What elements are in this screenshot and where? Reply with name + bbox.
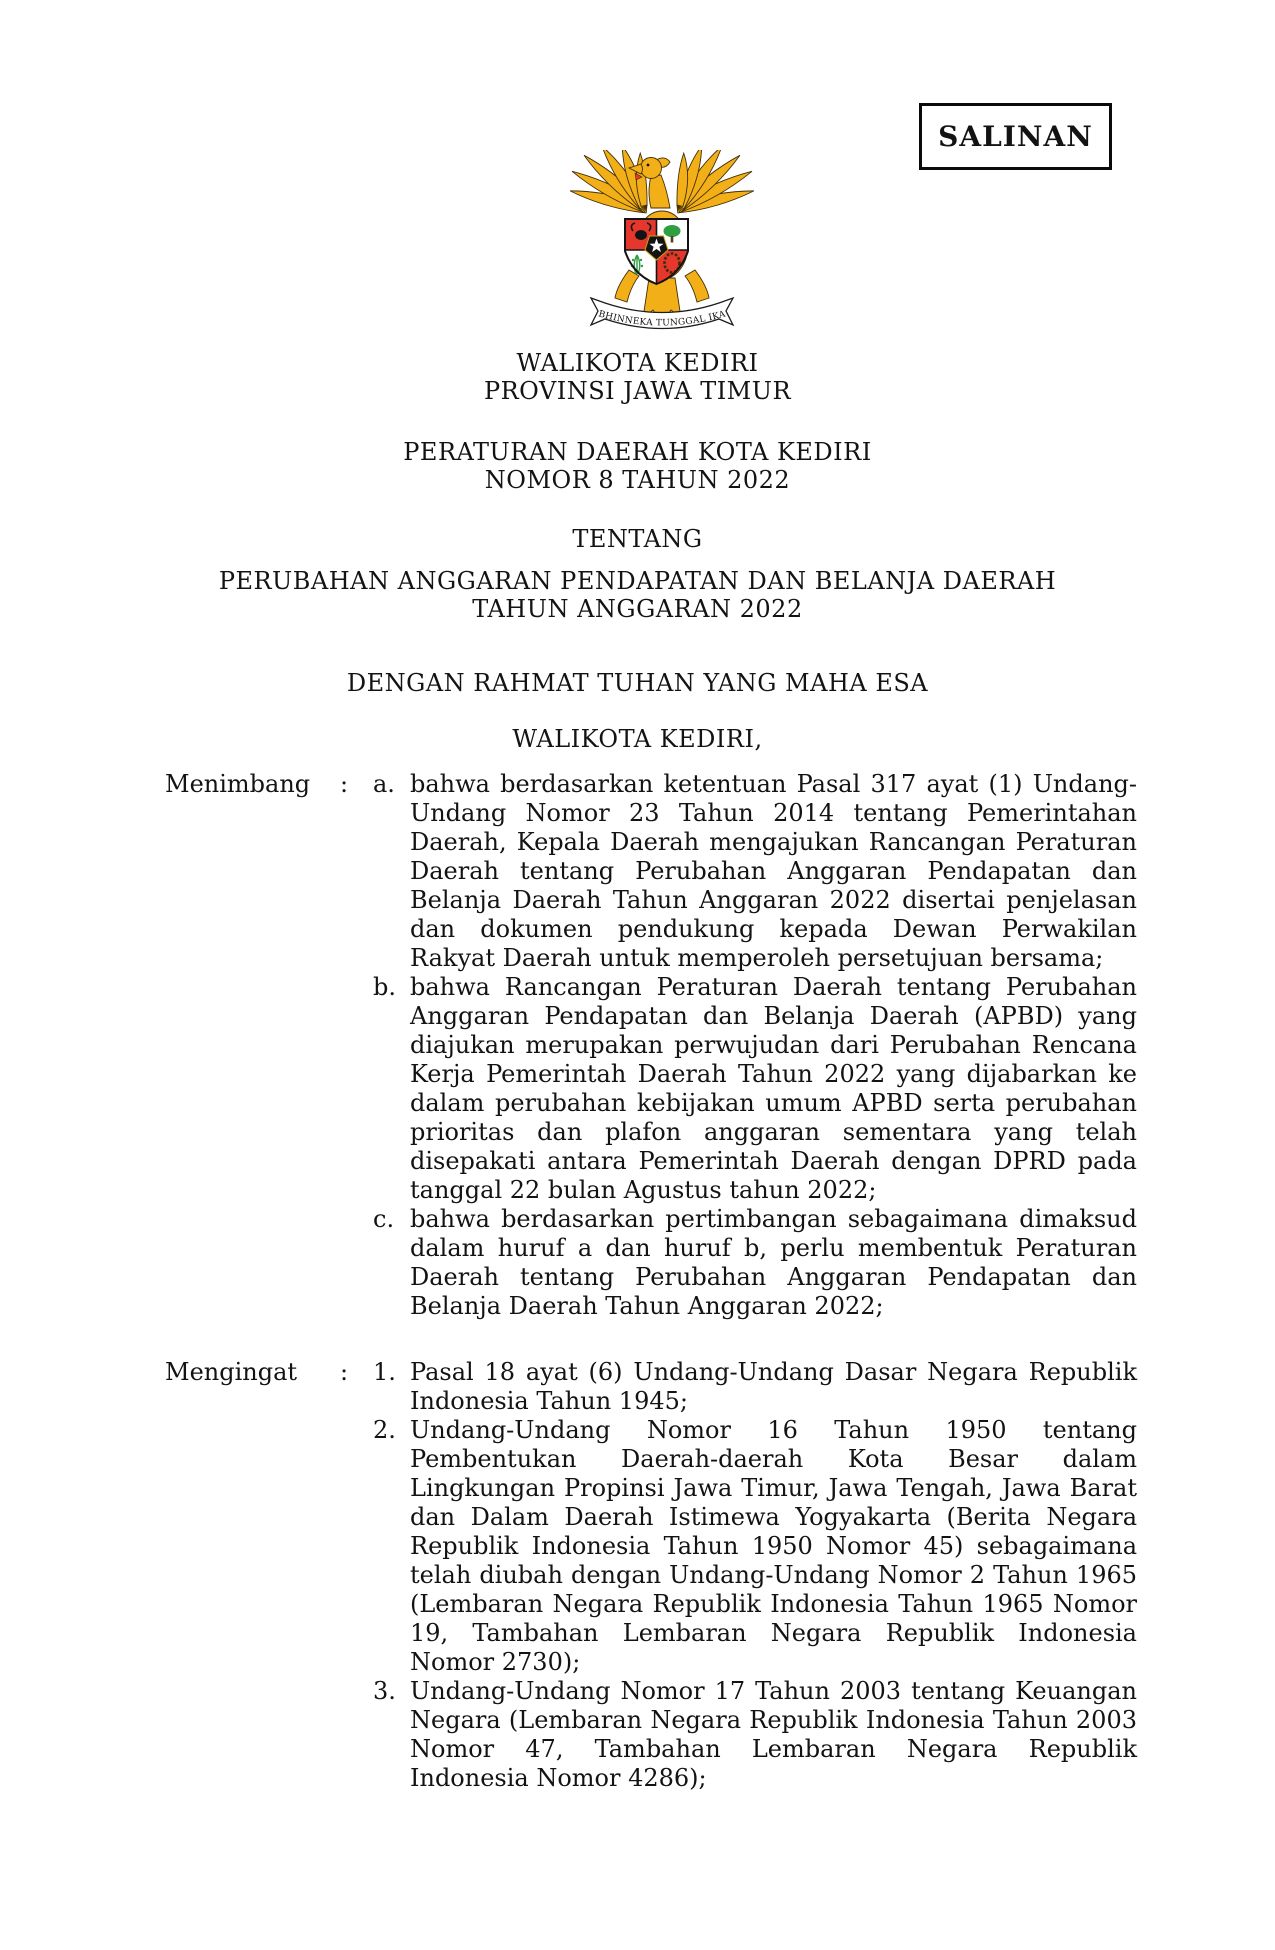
about-label: TENTANG — [572, 525, 703, 553]
right-leg — [685, 270, 709, 302]
section-colon: : — [340, 1358, 349, 1386]
item-text: Undang-Undang Nomor 16 Tahun 1950 tentang Pembentukan Daerah-daerah Kota Besar dalam Lingkungan Propinsi Jawa Timur, Jawa Tengah, Jawa Barat dan Dalam Daerah Istimewa Yogyakarta (Berita Negara Republik Indonesia Tahun 1950 Nomor 45) sebagaimana telah diubah dengan Undang-Undang Nomor 2 Tahun 1965 (Lembaran Negara Republik Indonesia Tahun 1965 Nomor 19, Tambahan Lembaran Negara Republik Indonesia Nomor 2730); — [410, 1416, 1137, 1676]
section-items — [373, 770, 1137, 1321]
garuda-pancasila-icon — [567, 150, 757, 338]
item-marker: 2. — [373, 1416, 396, 1444]
item-marker: b. — [373, 973, 396, 1001]
section-menimbang — [165, 770, 1137, 1321]
list-item — [373, 1416, 1137, 1677]
list-item — [373, 770, 1137, 973]
neck — [649, 175, 670, 208]
head — [641, 158, 662, 179]
item-text: Undang-Undang Nomor 17 Tahun 2003 tentang Keuangan Negara (Lembaran Negara Republik Indonesia Tahun 2003 Nomor 47, Tambahan Lembaran Negara Republik Indonesia Nomor 4286); — [410, 1677, 1137, 1792]
item-marker: 3. — [373, 1677, 396, 1705]
item-text: bahwa berdasarkan pertimbangan sebagaimana dimaksud dalam huruf a dan huruf b, perlu membentuk Peraturan Daerah tentang Perubahan Anggaran Pendapatan dan Belanja Daerah Tahun Anggaran 2022; — [410, 1205, 1137, 1320]
section-mengingat — [165, 1358, 1137, 1793]
enacting-official-line: WALIKOTA KEDIRI, — [512, 725, 763, 753]
regulation-number: NOMOR 8 TAHUN 2022 — [484, 466, 791, 494]
regulation-title: PERATURAN DAERAH KOTA KEDIRI — [403, 438, 872, 466]
list-item — [373, 1677, 1137, 1793]
item-marker: a. — [373, 770, 395, 798]
list-item — [373, 1205, 1137, 1321]
item-text: bahwa Rancangan Peraturan Daerah tentang Perubahan Anggaran Pendapatan dan Belanja Daerah (APBD) yang diajukan merupakan perwujudan dari Perubahan Rencana Kerja Pemerintah Daerah Tahun 2022 yang dijabarkan ke dalam perubahan kebijakan umum APBD serta perubahan prioritas dan plafon anggaran sementara yang telah disepakati antara Pemerintah Daerah dengan DPRD pada tanggal 22 bulan Agustus tahun 2022; — [410, 973, 1137, 1204]
salinan-stamp: SALINAN — [919, 103, 1112, 170]
item-text: Pasal 18 ayat (6) Undang-Undang Dasar Negara Republik Indonesia Tahun 1945; — [410, 1358, 1137, 1415]
right-wing-icon — [671, 150, 757, 213]
tree-icon — [664, 225, 681, 237]
document-body — [165, 770, 1137, 1793]
bull-icon — [635, 230, 647, 240]
item-text: bahwa berdasarkan ketentuan Pasal 317 ayat (1) Undang-Undang Nomor 23 Tahun 2014 tentang Pemerintahan Daerah, Kepala Daerah mengajukan Rancangan Peraturan Daerah tentang Perubahan Anggaran Pendapatan dan Belanja Daerah Tahun Anggaran 2022 disertai penjelasan dan dokumen pendukung kepada Dewan Perwakilan Rakyat Daerah untuk memperoleh persetujuan bersama; — [410, 770, 1137, 972]
left-wing-icon — [567, 150, 653, 213]
subject-line-2: TAHUN ANGGARAN 2022 — [472, 595, 803, 623]
subject-line-1: PERUBAHAN ANGGARAN PENDAPATAN DAN BELANJA DAERAH — [218, 567, 1057, 595]
document-header — [15, 349, 1260, 753]
motto-text: BHINNEKA TUNGGAL IKA — [597, 309, 727, 329]
eye — [647, 164, 650, 167]
list-item — [373, 1358, 1137, 1416]
item-marker: c. — [373, 1205, 395, 1233]
letterhead-province: PROVINSI JAWA TIMUR — [483, 377, 792, 405]
letterhead-office: WALIKOTA KEDIRI — [516, 349, 759, 377]
section-label: Menimbang — [165, 770, 311, 798]
list-item — [373, 973, 1137, 1205]
section-colon: : — [340, 770, 349, 798]
section-items — [373, 1358, 1137, 1793]
item-marker: 1. — [373, 1358, 396, 1386]
invocation-line: DENGAN RAHMAT TUHAN YANG MAHA ESA — [346, 669, 929, 697]
left-leg — [615, 270, 639, 302]
section-label: Mengingat — [165, 1358, 298, 1386]
